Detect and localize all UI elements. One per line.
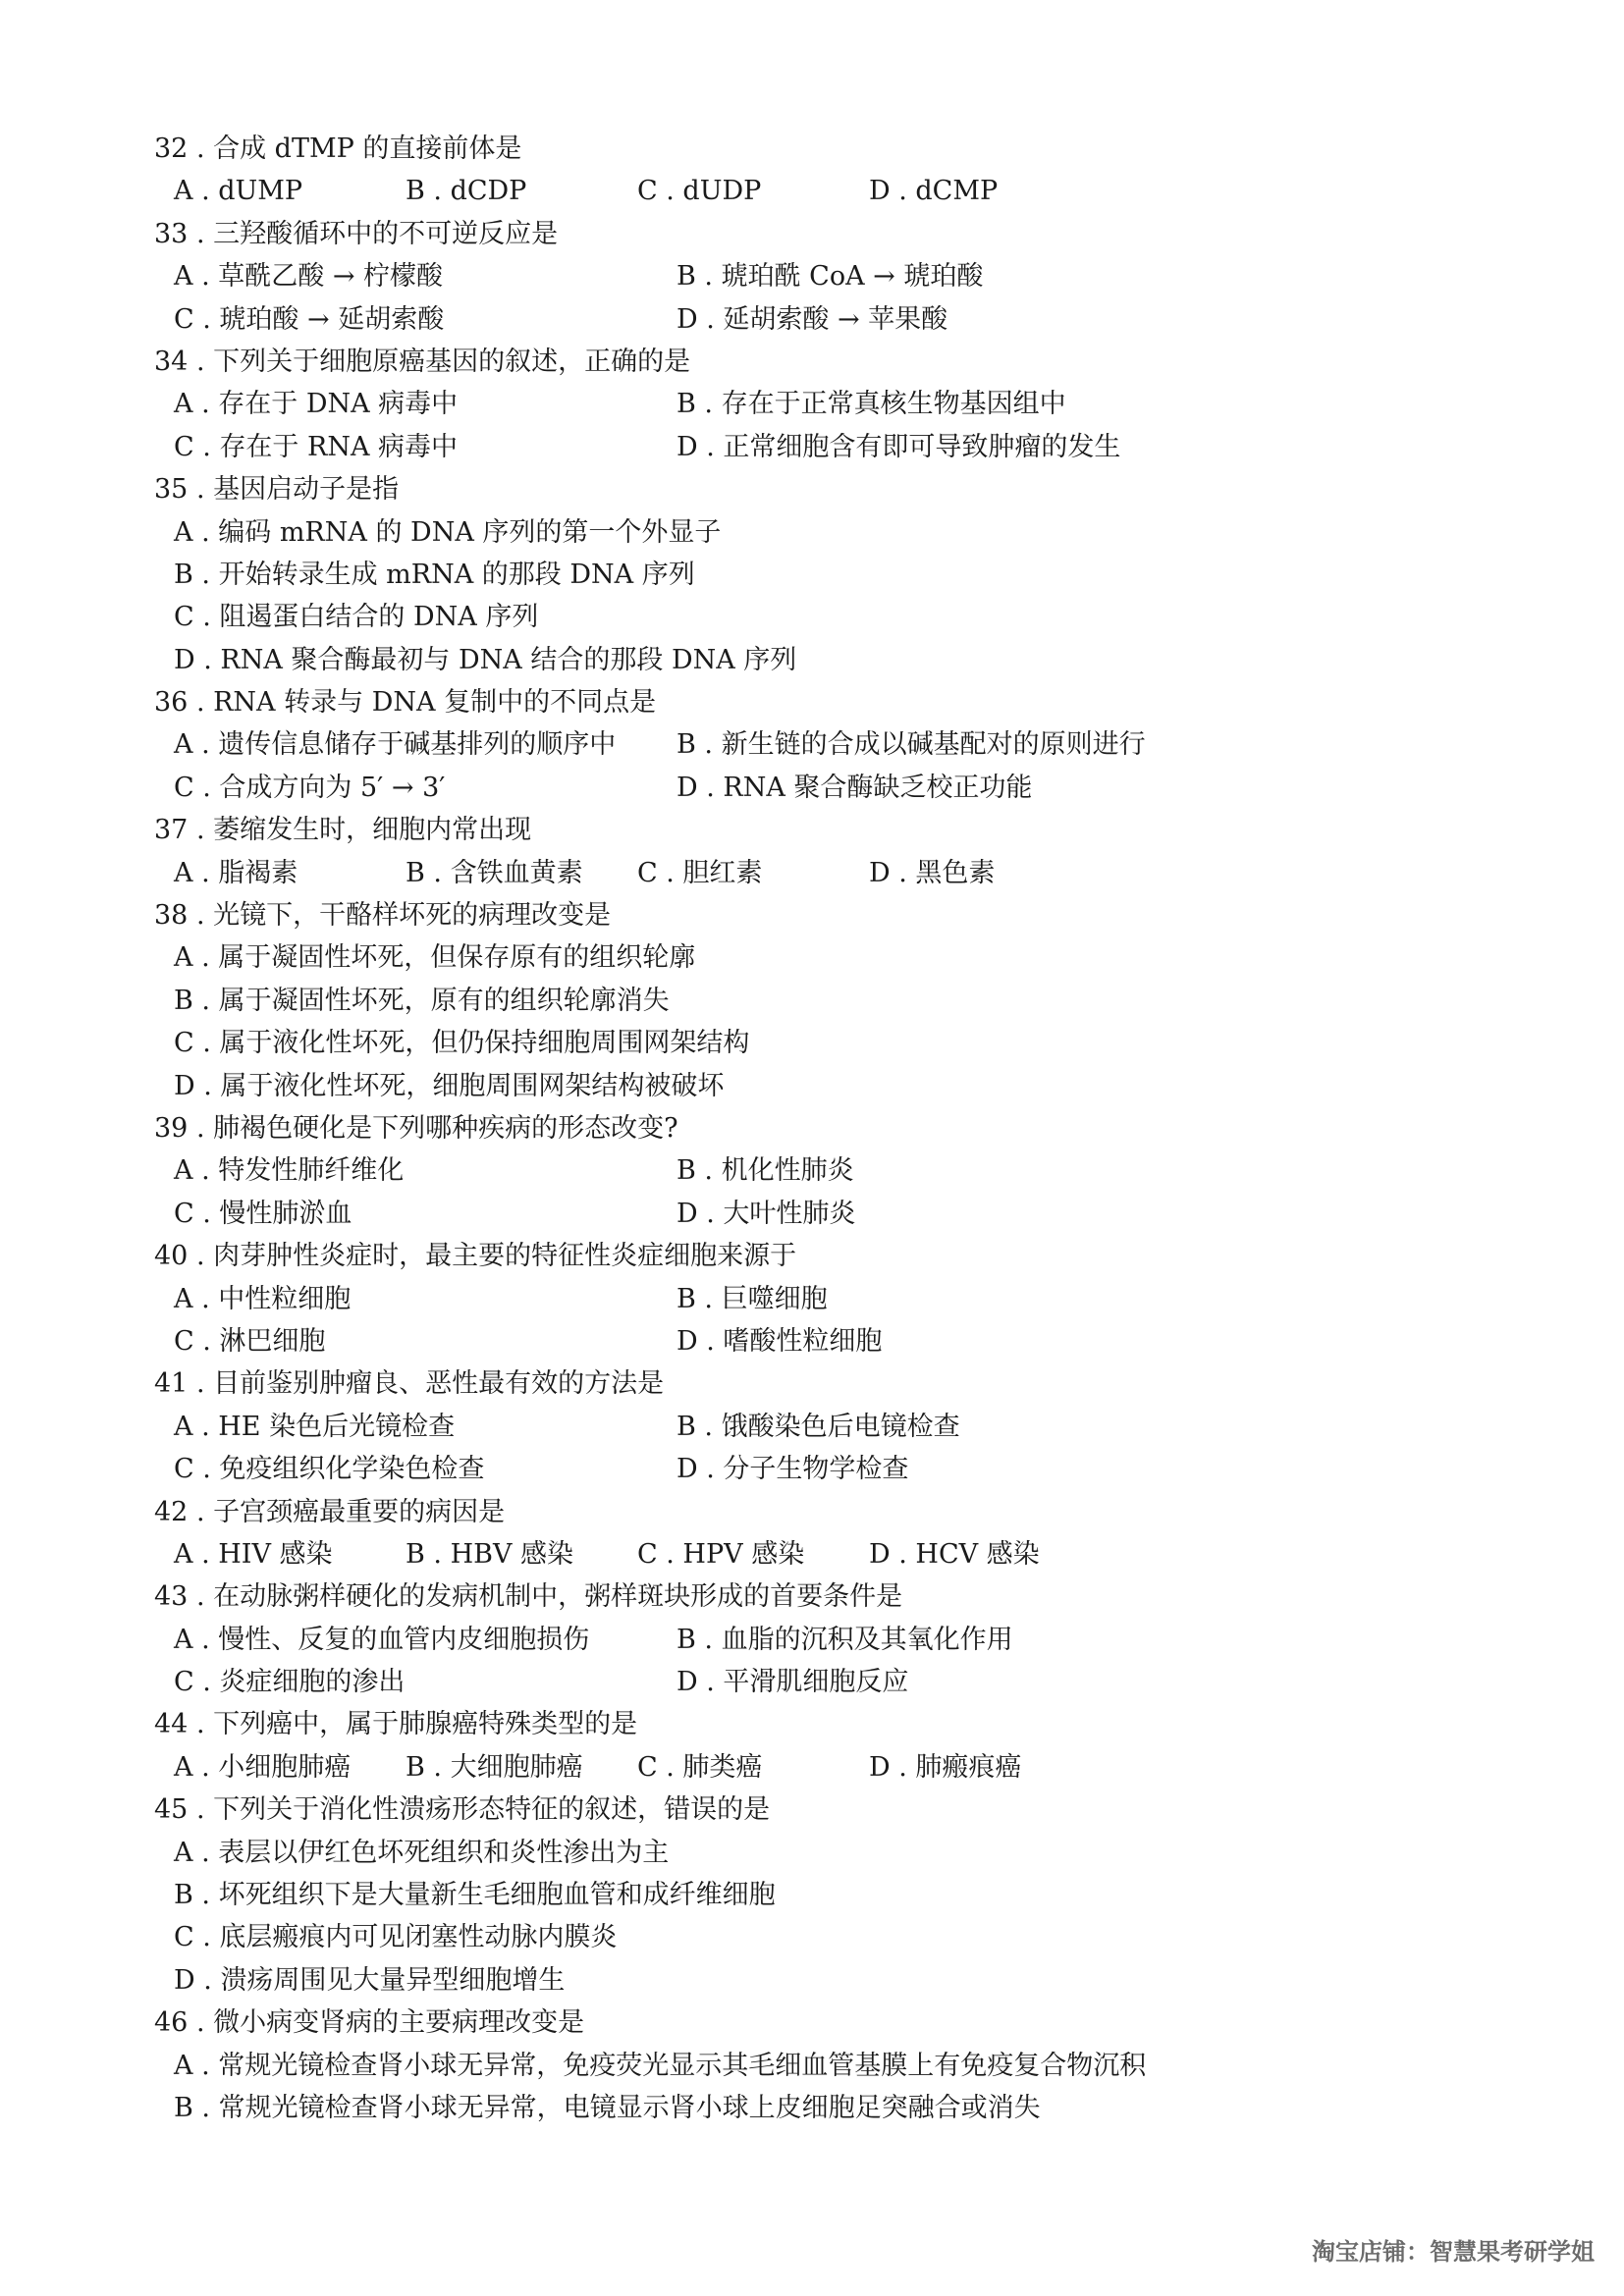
option-row	[154, 1193, 1273, 1235]
option-row	[154, 1661, 1273, 1703]
option-row	[154, 298, 1273, 341]
option-b: B . 大细胞肺癌	[406, 1751, 583, 1783]
option-row	[154, 255, 1273, 297]
question-list	[154, 128, 1273, 2129]
option-c: C . 合成方向为 5′ → 3′	[174, 772, 446, 803]
question-stem: 40 . 肉芽肿性炎症时，最主要的特征性炎症细胞来源于	[154, 1241, 797, 1272]
question-stem: 46 . 微小病变肾病的主要病理改变是	[154, 2007, 585, 2039]
option-a: A . 存在于 DNA 病毒中	[174, 389, 459, 420]
option-a: A . 属于凝固性坏死，但保存原有的组织轮廓	[174, 942, 696, 974]
option-b: B . 开始转录生成 mRNA 的那段 DNA 序列	[174, 559, 695, 590]
option-c: C . 阻遏蛋白结合的 DNA 序列	[174, 602, 539, 633]
question-stem: 35 . 基因启动子是指	[154, 474, 400, 506]
question-stem: 34 . 下列关于细胞原癌基因的叙述，正确的是	[154, 346, 691, 377]
option-b: B . 血脂的沉积及其氧化作用	[677, 1624, 1013, 1655]
option-b: B . dCDP	[406, 176, 527, 207]
option-c: C . 底层瘢痕内可见闭塞性动脉内膜炎	[174, 1922, 618, 1953]
option-a: A . 表层以伊红色坏死组织和炎性渗出为主	[174, 1837, 670, 1868]
option-a: A . 遗传信息储存于碱基排列的顺序中	[174, 729, 617, 761]
option-b: B . 琥珀酰 CoA → 琥珀酸	[677, 261, 984, 293]
option-b: B . 巨噬细胞	[677, 1283, 828, 1314]
question-stem: 32 . 合成 dTMP 的直接前体是	[154, 133, 522, 164]
question-stem: 39 . 肺褐色硬化是下列哪种疾病的形态改变?	[154, 1112, 678, 1144]
question-stem: 37 . 萎缩发生时，细胞内常出现	[154, 815, 532, 846]
option-b: B . 常规光镜检查肾小球无异常，电镜显示肾小球上皮细胞足突融合或消失	[174, 2092, 1041, 2123]
option-b: B . 属于凝固性坏死，原有的组织轮廓消失	[174, 985, 670, 1016]
question-stem: 41 . 目前鉴别肿瘤良、恶性最有效的方法是	[154, 1368, 665, 1400]
question-stem: 44 . 下列癌中，属于肺腺癌特殊类型的是	[154, 1709, 638, 1740]
option-d: D . 肺瘢痕癌	[869, 1751, 1022, 1783]
option-row	[154, 1619, 1273, 1661]
question-stem: 38 . 光镜下，干酪样坏死的病理改变是	[154, 900, 612, 932]
option-d: D . RNA 聚合酶缺乏校正功能	[677, 772, 1033, 803]
option-d: D . 大叶性肺炎	[677, 1198, 856, 1229]
option-c: C . 胆红素	[637, 857, 763, 888]
option-row	[154, 767, 1273, 809]
option-b: B . HBV 感染	[406, 1538, 574, 1570]
option-row	[154, 1320, 1273, 1362]
option-row	[154, 426, 1273, 468]
option-b: B . 饿酸染色后电镜检查	[677, 1411, 960, 1442]
option-d: D . 属于液化性坏死，细胞周围网架结构被破坏	[174, 1070, 725, 1101]
question-stem: 33 . 三羟酸循环中的不可逆反应是	[154, 218, 559, 249]
option-row	[154, 1746, 1273, 1789]
question-stem: 43 . 在动脉粥样硬化的发病机制中，粥样斑块形成的首要条件是	[154, 1581, 903, 1613]
option-d: D . 平滑肌细胞反应	[677, 1667, 909, 1698]
shop-watermark: 淘宝店铺：智慧果考研学姐	[1312, 2238, 1595, 2266]
option-a: A . 常规光镜检查肾小球无异常，免疫荧光显示其毛细血管基膜上有免疫复合物沉积	[174, 2050, 1147, 2081]
option-a: A . 草酰乙酸 → 柠檬酸	[174, 261, 444, 293]
option-d: D . 延胡索酸 → 苹果酸	[677, 303, 948, 335]
option-d: D . 嗜酸性粒细胞	[677, 1325, 883, 1357]
option-d: D . RNA 聚合酶最初与 DNA 结合的那段 DNA 序列	[174, 644, 797, 675]
option-row	[154, 1406, 1273, 1448]
option-d: D . 正常细胞含有即可导致肿瘤的发生	[677, 431, 1121, 462]
option-d: D . 溃疡周围见大量异型细胞增生	[174, 1964, 566, 1996]
option-d: D . HCV 感染	[869, 1538, 1040, 1570]
option-a: A . HE 染色后光镜检查	[174, 1411, 456, 1442]
option-row	[154, 383, 1273, 425]
option-c: C . 免疫组织化学染色检查	[174, 1454, 485, 1485]
option-c: C . HPV 感染	[637, 1538, 805, 1570]
option-c: C . 淋巴细胞	[174, 1325, 326, 1357]
option-a: A . 编码 mRNA 的 DNA 序列的第一个外显子	[174, 516, 722, 548]
question-stem: 45 . 下列关于消化性溃疡形态特征的叙述，错误的是	[154, 1794, 771, 1826]
option-c: C . dUDP	[637, 176, 762, 207]
question-stem: 36 . RNA 转录与 DNA 复制中的不同点是	[154, 687, 657, 719]
option-row	[154, 1149, 1273, 1192]
option-a: A . 中性粒细胞	[174, 1283, 352, 1314]
option-row	[154, 1533, 1273, 1575]
option-a: A . dUMP	[174, 176, 303, 207]
option-b: B . 存在于正常真核生物基因组中	[677, 389, 1066, 420]
option-row	[154, 1278, 1273, 1320]
option-d: D . 分子生物学检查	[677, 1454, 909, 1485]
option-row	[154, 852, 1273, 894]
option-b: B . 机化性肺炎	[677, 1155, 854, 1187]
option-a: A . 小细胞肺癌	[174, 1751, 352, 1783]
option-a: A . HIV 感染	[174, 1538, 333, 1570]
option-d: D . dCMP	[869, 176, 999, 207]
option-b: B . 含铁血黄素	[406, 857, 583, 888]
option-d: D . 黑色素	[869, 857, 996, 888]
option-row	[154, 1448, 1273, 1490]
option-c: C . 炎症细胞的渗出	[174, 1667, 406, 1698]
option-c: C . 肺类癌	[637, 1751, 763, 1783]
option-c: C . 存在于 RNA 病毒中	[174, 431, 459, 462]
option-b: B . 坏死组织下是大量新生毛细胞血管和成纤维细胞	[174, 1880, 776, 1911]
option-row	[154, 170, 1273, 212]
option-a: A . 慢性、反复的血管内皮细胞损伤	[174, 1624, 590, 1655]
question-stem: 42 . 子宫颈癌最重要的病因是	[154, 1496, 506, 1527]
option-c: C . 琥珀酸 → 延胡索酸	[174, 303, 445, 335]
option-c: C . 属于液化性坏死，但仍保持细胞周围网架结构	[174, 1028, 750, 1059]
option-b: B . 新生链的合成以碱基配对的原则进行	[677, 729, 1146, 761]
option-c: C . 慢性肺淤血	[174, 1198, 352, 1229]
option-a: A . 特发性肺纤维化	[174, 1155, 405, 1187]
option-a: A . 脂褐素	[174, 857, 298, 888]
option-row	[154, 723, 1273, 766]
